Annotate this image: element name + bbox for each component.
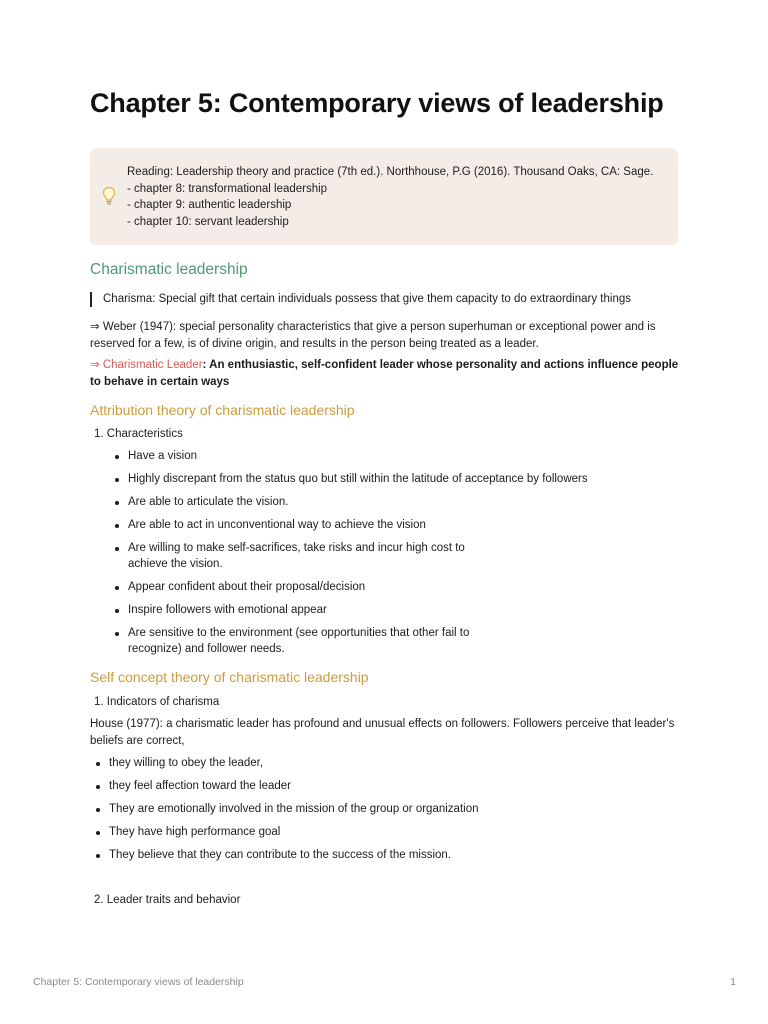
list-item-indicators: 1. Indicators of charisma	[94, 696, 220, 708]
reading-chapter-9: - chapter 9: authentic leadership	[127, 199, 292, 211]
list-item: Have a vision	[128, 448, 528, 464]
list-item: Inspire followers with emotional appear	[128, 602, 528, 618]
heading-charismatic-leadership: Charismatic leadership	[90, 261, 248, 278]
list-item-leader-traits: 2. Leader traits and behavior	[94, 894, 241, 906]
list-item: Are able to act in unconventional way to achieve the vision	[128, 517, 528, 533]
list-item-characteristics: 1. Characteristics	[94, 428, 183, 440]
definition-term: ⇒ Charismatic Leader	[90, 359, 203, 371]
list-item: they feel affection toward the leader	[109, 778, 669, 794]
list-item: They are emotionally involved in the mission of the group or organization	[109, 801, 669, 817]
charisma-quote: Charisma: Special gift that certain individuals possess that give them capacity to do extraordinary things	[90, 292, 631, 307]
list-item: Are willing to make self-sacrifices, take risks and incur high cost to achieve the vision.	[128, 540, 473, 572]
list-item: Are able to articulate the vision.	[128, 494, 528, 510]
footer-title: Chapter 5: Contemporary views of leadership	[33, 976, 244, 988]
list-item: Highly discrepant from the status quo but still within the latitude of acceptance by followers	[128, 471, 648, 487]
definition-text: : An enthusiastic, self-confident leader whose personality and actions influence people to behave in certain ways	[90, 359, 679, 388]
lightbulb-icon	[102, 186, 116, 206]
page-footer	[33, 976, 736, 988]
list-item: They have high performance goal	[109, 824, 669, 840]
heading-self-concept-theory: Self concept theory of charismatic leadership	[90, 669, 369, 685]
charismatic-leader-definition	[90, 357, 680, 390]
reading-chapter-8: - chapter 8: transformational leadership	[127, 182, 328, 195]
page-title: Chapter 5: Contemporary views of leadership	[90, 88, 664, 118]
house-paragraph: House (1977): a charismatic leader has profound and unusual effects on followers. Followers perceive that leader's beliefs are correct,	[90, 718, 675, 747]
list-item: Are sensitive to the environment (see opportunities that other fail to recognize) and follower needs.	[128, 625, 473, 657]
page-number: 1	[730, 976, 736, 988]
reading-reference: Reading: Leadership theory and practice (7th ed.). Northhouse, P.G (2016). Thousand Oaks, CA: Sage.	[127, 166, 654, 178]
list-item: They believe that they can contribute to the success of the mission.	[109, 847, 669, 863]
heading-attribution-theory: Attribution theory of charismatic leadership	[90, 402, 355, 418]
reading-callout	[90, 148, 678, 245]
list-item: they willing to obey the leader,	[109, 755, 669, 771]
list-item: Appear confident about their proposal/decision	[128, 579, 528, 595]
reading-chapter-10: - chapter 10: servant leadership	[127, 215, 289, 228]
weber-paragraph: ⇒ Weber (1947): special personality characteristics that give a person superhuman or exceptional power and is reserved for a few, is of divine origin, and results in the person being treated as a leader.	[90, 321, 656, 350]
